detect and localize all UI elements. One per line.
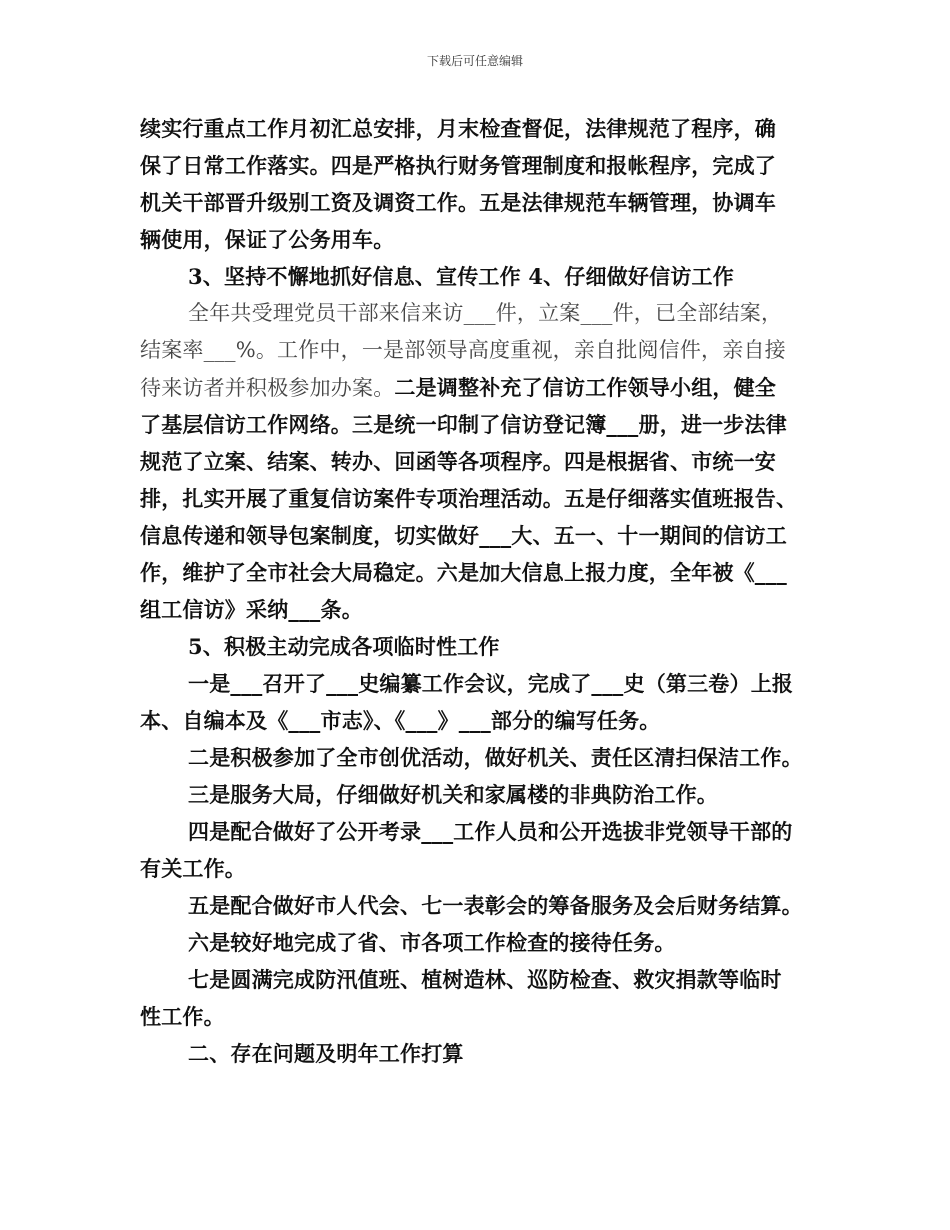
paragraph-line: 七是圆满完成防汛值班、植树造林、巡防检查、救灾捐款等临时: [188, 967, 782, 992]
paragraph-line: 排，扎实开展了重复信访案件专项治理活动。五是仔细落实值班报告、: [140, 486, 798, 511]
paragraph-line: 作，维护了全市社会大局稳定。六是加大信息上报力度，全年被《___: [140, 560, 787, 585]
paragraph-line: 三是服务大局，仔细做好机关和家属楼的非典防治工作。: [188, 782, 718, 807]
page-header: 下载后可任意编辑: [426, 54, 523, 68]
section-heading-2: 二、存在问题及明年工作打算: [188, 1041, 464, 1066]
section-heading-5: 5、积极主动完成各项临时性工作: [188, 634, 500, 659]
paragraph-line: 全年共受理党员干部来信来访___件，立案___件，已全部结案，: [188, 301, 783, 325]
paragraph-line: 五是配合做好市人代会、七一表彰会的筹备服务及会后财务结算。: [188, 893, 803, 918]
paragraph-line: 四是配合做好了公开考录___工作人员和公开选拔非党领导干部的: [188, 819, 793, 844]
paragraph-line: 续实行重点工作月初汇总安排，月末检查督促，法律规范了程序，确: [140, 116, 776, 141]
paragraph-line: 结案率___%。工作中，一是部领导高度重视，亲自批阅信件，亲自接: [140, 338, 786, 362]
paragraph-line: 信息传递和领导包案制度，切实做好___大、五一、十一期间的信访工: [140, 523, 787, 548]
section-heading-3-4: 3、坚持不懈地抓好信息、宣传工作 4、仔细做好信访工作: [188, 264, 734, 289]
paragraph-line: 二是积极参加了全市创优活动，做好机关、责任区清扫保洁工作。: [188, 745, 803, 770]
document-body: [140, 110, 812, 1072]
paragraph-line: 性工作。: [140, 1004, 225, 1029]
paragraph-fragment: 待来访者并积极参加办案。: [140, 376, 395, 400]
paragraph-line: 本、自编本及《___市志》、《___》___部分的编写任务。: [140, 708, 661, 733]
paragraph-line: 机关干部晋升级别工资及调资工作。五是法律规范车辆管理，协调车: [140, 190, 776, 215]
paragraph-line: 辆使用，保证了公务用车。: [140, 227, 395, 252]
paragraph-line: 规范了立案、结案、转办、回函等各项程序。四是根据省、市统一安: [140, 449, 776, 474]
paragraph-line: 组工信访》采纳___条。: [140, 597, 363, 622]
paragraph-line: 六是较好地完成了省、市各项工作检查的接待任务。: [188, 930, 676, 955]
paragraph-fragment: 二是调整补充了信访工作领导小组，健全: [394, 375, 777, 400]
paragraph-line-mixed: [140, 369, 812, 406]
paragraph-line: 一是___召开了___史编纂工作会议，完成了___史（第三卷）上报: [188, 671, 794, 696]
paragraph-line: 保了日常工作落实。四是严格执行财务管理制度和报帐程序，完成了: [140, 153, 776, 178]
paragraph-line: 有关工作。: [140, 856, 246, 881]
paragraph-line: 了基层信访工作网络。三是统一印制了信访登记簿___册，进一步法律: [140, 412, 787, 437]
